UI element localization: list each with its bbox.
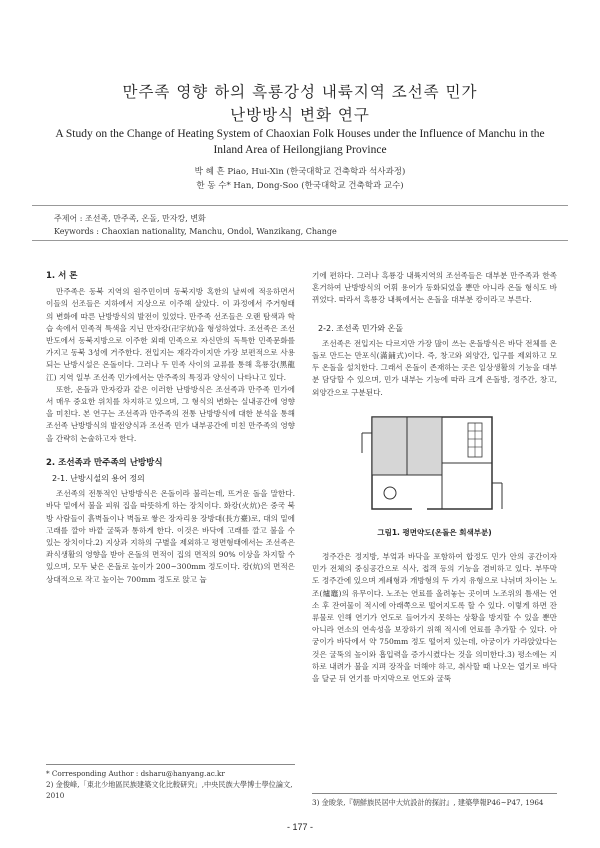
footnote-corresponding: * Corresponding Author : dsharu@hanyang.ac.kr — [46, 769, 225, 778]
section-2-2-paragraph-1: 조선족은 전입지는 다르지만 가장 많이 쓰는 온돌방식은 바닥 전체를 온돌로 만드는 만포식(滿鋪式)이다. 즉, 창고와 외양간, 입구를 제외하고 모두 온돌을 설치한다. 그래서 온돌이 존재하는 곳은 일상생활의 기능을 대부분 담당할 수 있으며, 민가 내부는 기능에 따라 크게 온돌방, 정주간, 창고, 외양간으로 구분된다. — [312, 338, 557, 397]
floor-plan-figure — [312, 409, 557, 521]
page-number: - 177 - — [286, 822, 313, 832]
continued-paragraph: 기에 편하다. 그러나 흑룡강 내륙지역의 조선족들은 대부분 만주족과 한족 혼거하여 난방방식의 어휘 용어가 동화되었을 뿐만 아니라 온돌 형식도 바뀌었다. 따라서 흑룡강 내륙에서는 온돌을 대부분 캉이라고 부른다. — [312, 271, 557, 305]
author-1: 박 혜 흔 Piao, Hui-Xin (한국대학교 건축학과 석사과정) — [194, 167, 406, 177]
section-2-2-heading: 2-2. 조선족 민가와 온돌 — [318, 323, 404, 333]
section-2-2-paragraph-2: 정주간은 정지방, 부엌과 바닥을 포함하여 합정도 민가 안의 공간이자 민가 전체의 중심공간으로 식사, 접객 등의 기능을 겸비하고 있다. 부뚜막도 정주간에 있으며 계쇄형과 개방형의 두 가지 유형으로 나뉘며 차이는 노조(爐竈)의 유무이다. 노조는 연료를 올려놓는 곳이며 노조위의 틈새는 연소 후 잔여물이 적시에 아래쪽으로 떨어지도록 할 수 있다. 이렇게 하면 잔류물로 인해 연기가 연도로 들어가지 못하는 상황을 방지할 수 있을 뿐만 아니라 연소의 연속성을 보장하기 위해 적시에 연료를 추가할 수 있다. 아궁이가 바닥에서 약 750mm 정도 떨어져 있는데, 아궁이가 가라앉았다는 것은 굴뚝의 높이와 흡입력을 증가시켰다는 것을 의미한다.3) 평소에는 지하로 내려가 불을 지펴 장작을 더해야 하고, 취사할 때 나오는 열기로 바닥을 달군 뒤 연기를 마지막으로 연도와 굴뚝 — [312, 552, 557, 684]
section-1-heading: 1. 서 론 — [46, 271, 78, 281]
korean-title-line1: 만주족 영향 하의 흑룡강성 내륙지역 조선족 민가 — [122, 83, 478, 101]
footnote-2: 2) 金俊峰,「東北少地區民族建築文化比較研究」,中央民族大學博士學位論文, 2010 — [46, 780, 293, 800]
left-column — [46, 270, 295, 586]
floor-plan-diagram — [352, 413, 512, 517]
footnotes-right — [312, 793, 557, 808]
intro-paragraph-2: 또한, 온돌과 만자캉과 같은 이러한 난방방식은 조선족과 만주족 민가에서 매우 중요한 위치를 차지하고 있으며, 그 형식의 변화는 실내공간에 영향을 미친다. 본 연구는 조선족과 만주족의 전통 난방방식에 대한 분석을 통해 조선족 난방방식의 발전양식과 조선족 민가 내부공간에 미친 만주족의 영향을 간략히 논술하고자 한다. — [46, 384, 295, 443]
keyword-box — [32, 205, 568, 241]
right-column — [312, 270, 557, 685]
intro-paragraph-1: 만주족은 동북 지역의 원주민이며 동북지방 혹한의 날씨에 적응하면서 이들의 선조들은 지하에서 지상으로 이주해 살았다. 이 과정에서 주거형태의 변화에 따른 난방방식의 발전이 있었다. 만주족 선조들은 오랜 탐색과 학습 속에서 민족적 특색을 지닌 만자캉(卍字炕)을 형성하였다. 조선족은 조선반도에서 동북지방으로 이주한 외래 민족으로 자신만의 독특한 민족문화를 가지고 동북 3성에 거주한다. 전입지는 재각각이지만 가장 보편적으로 사용되는 난방시설은 온돌이다. 그러나 두 민족 사이의 교류를 통해 흑룡강(黑龍江) 지역 일부 조선족 민가에서는 만주족의 특징과 양식이 나타나고 있다. — [46, 287, 295, 382]
footnotes-left — [46, 764, 295, 801]
figure-caption: 그림1. 평면약도(온돌은 회색부분) — [377, 527, 492, 537]
footnote-3: 3) 金晙彔,『朝鮮族民居中大炕設計的探討』, 建築學報P46~P47, 1964 — [312, 798, 544, 807]
english-title: A Study on the Change of Heating System of Chaoxian Folk Houses under the Influence of Manchu in the Inland Area of Heilongjiang Province — [55, 128, 545, 156]
korean-title-line2: 난방방식 변화 연구 — [230, 106, 370, 124]
author-block — [0, 165, 600, 193]
keywords-korean: 주제어 : 조선족, 만주족, 온돌, 만자캉, 변화 — [54, 214, 206, 223]
section-2-1-heading: 2-1. 난방시설의 용어 정의 — [52, 474, 145, 484]
keywords-english: Keywords : Chaoxian nationality, Manchu, Ondol, Wanzikang, Change — [54, 227, 337, 236]
section-2-1-paragraph: 조선족의 전통적인 난방방식은 온돌이라 불리는데, 뜨거운 돌을 말한다. 바닥 밑에서 불을 피워 집을 따뜻하게 하는 장치이다. 화캉(火炕)은 중국 북방 사람들이 흙벽돌이나 벽돌로 쌓은 장자리용 장방대(長方臺)로, 대의 밑에 고래를 깔아 바깥 굴뚝과 통하게 한다. 이것은 바닥에 고래를 깔고 불을 수 있는 장치이다.2) 지상과 지하의 구별을 제외하고 평면형태에서는 조선족은 좌식생활의 영향을 받아 온돌의 면적이 집의 면적의 90% 이상을 차지할 수 있으며, 모두 낮은 온돌로 높이가 200~300mm 정도이다. 캉(炕)의 면적은 상대적으로 작고 높이는 700mm 정도로 앉고 눕 — [46, 489, 295, 584]
section-2-heading: 2. 조선족과 만주족의 난방방식 — [46, 457, 163, 468]
author-2: 한 동 수* Han, Dong-Soo (한국대학교 건축학과 교수) — [196, 181, 404, 191]
